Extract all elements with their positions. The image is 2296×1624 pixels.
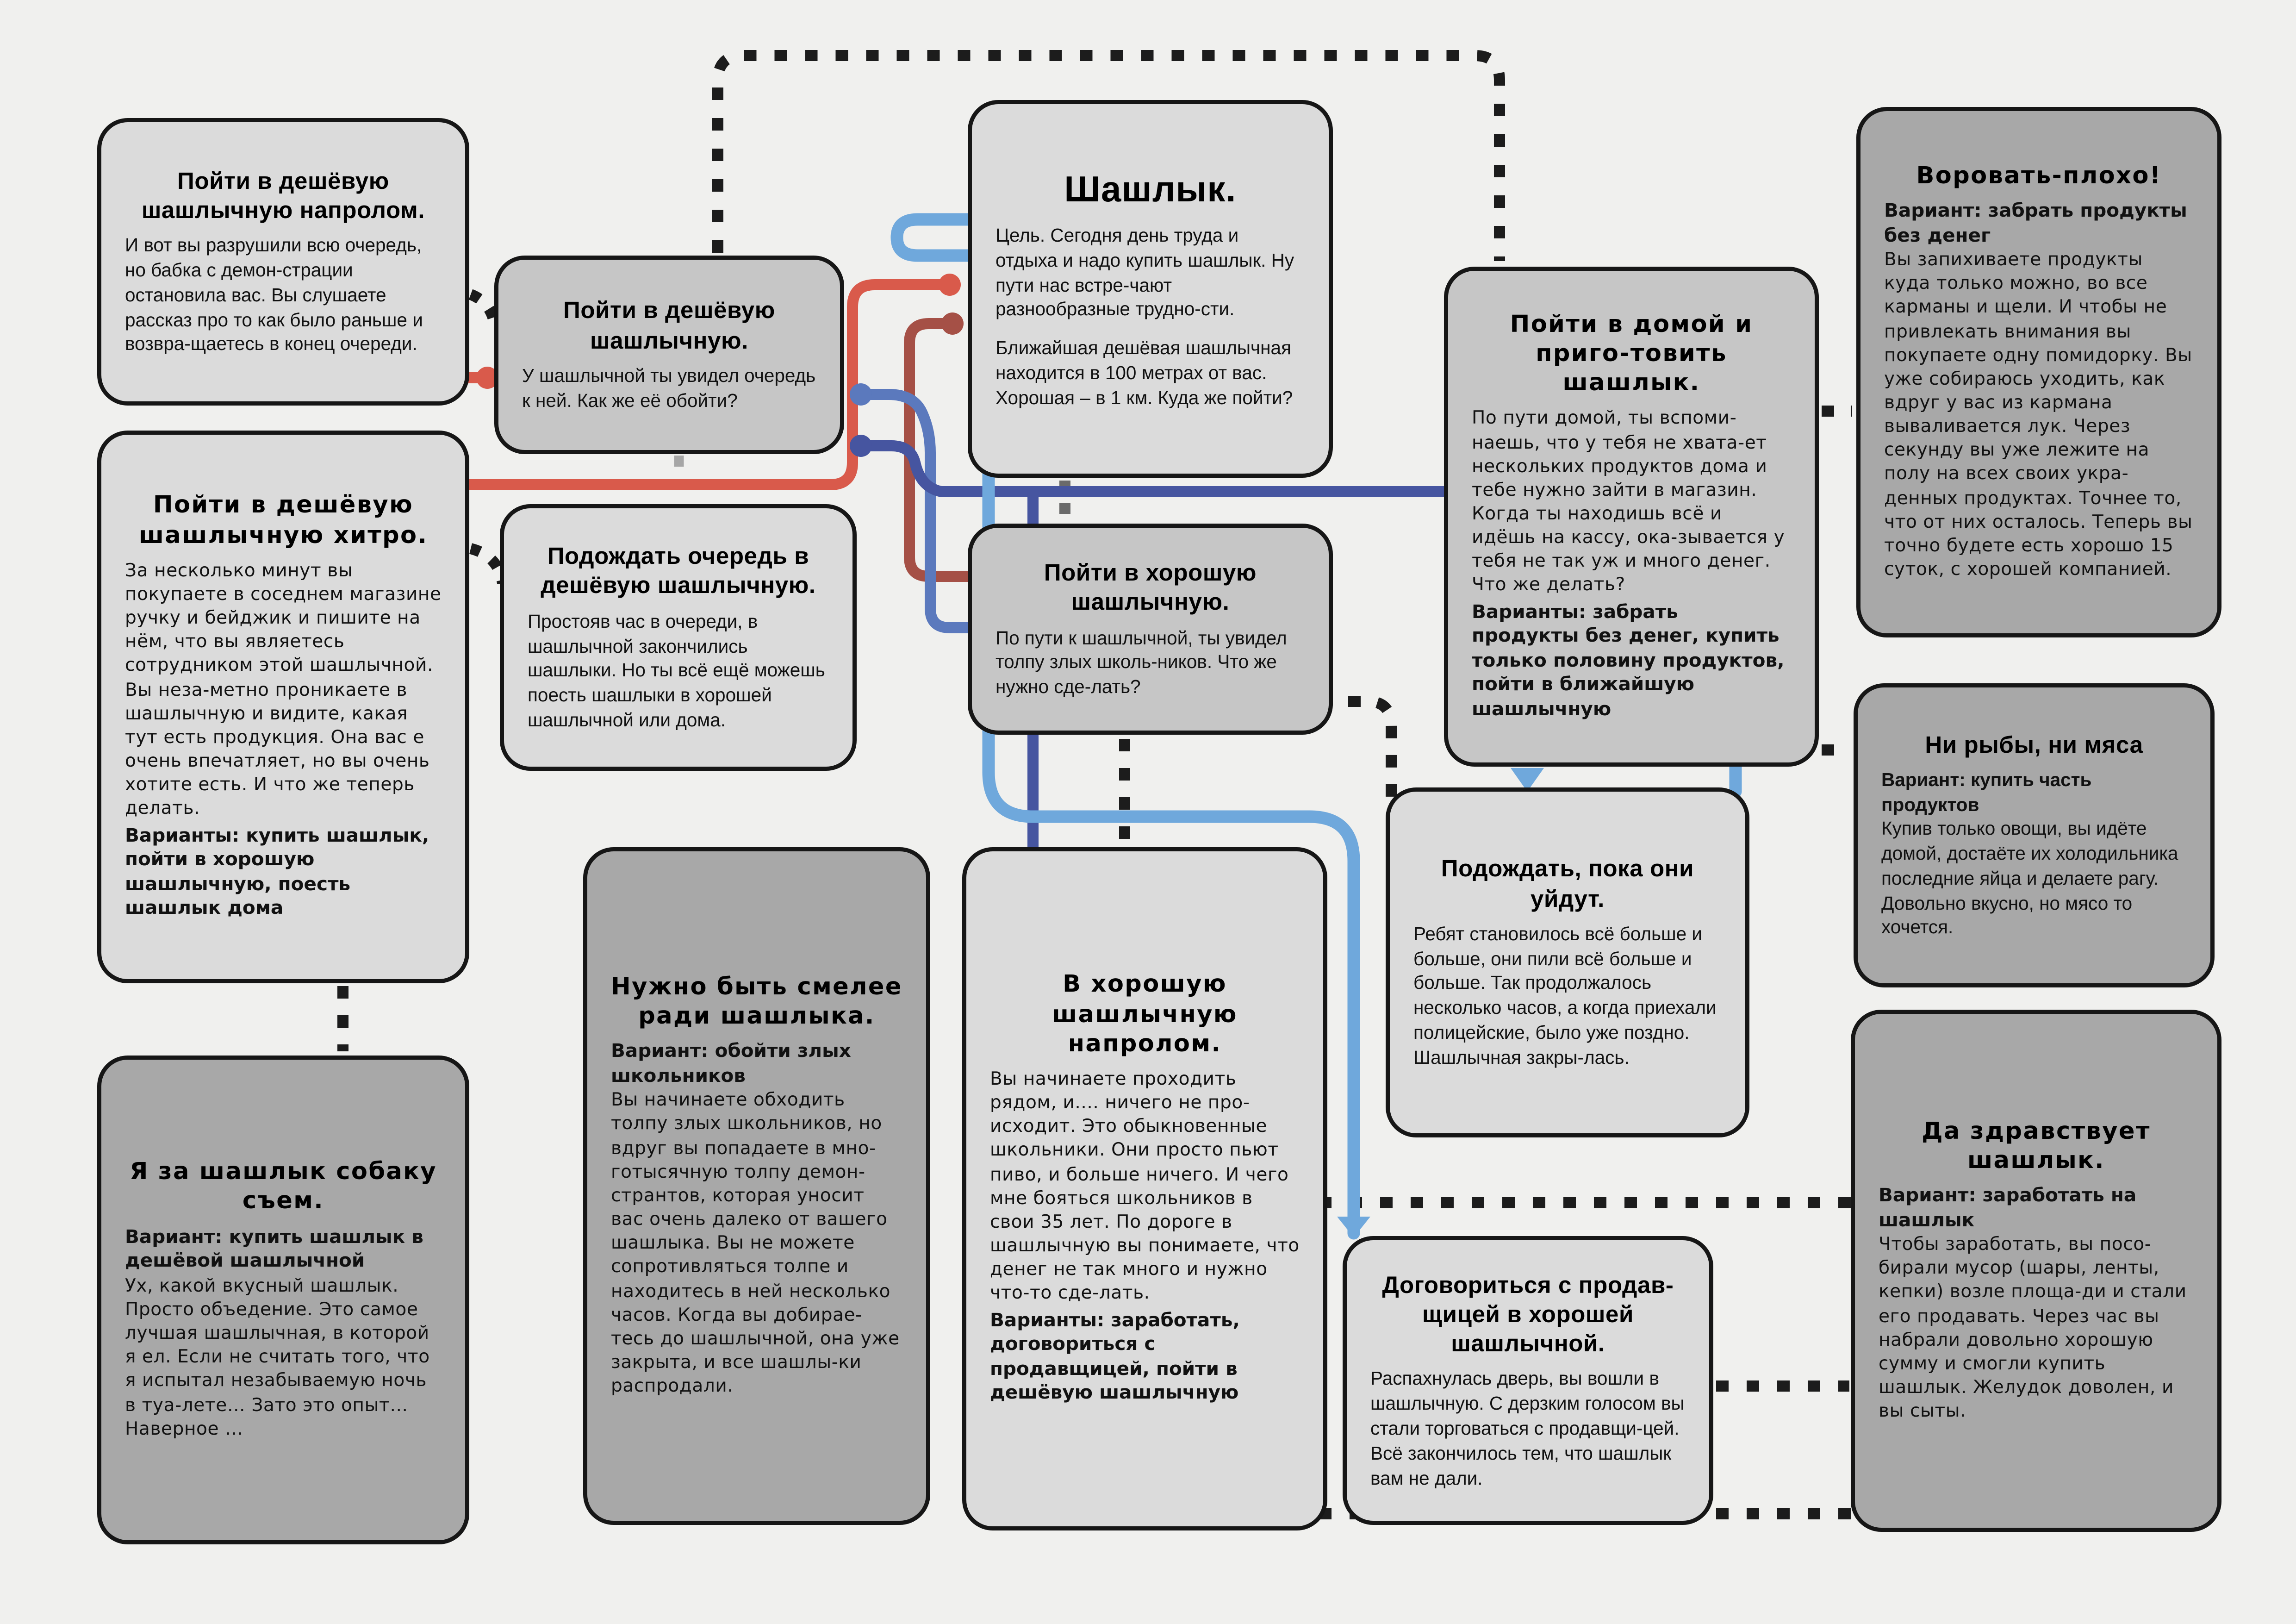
node-body: По пути домой, ты вспоми-наешь, что у тебя не хвата-ет нескольких продуктов дома и тебе нужно зайти в магазин. Когда ты находишь всё и идёшь на кассу, ока-зывается у тебя не так уж и много денег. Что же делать? <box>1472 409 1785 597</box>
node-variant: Вариант: купить часть продуктов <box>1881 769 2092 815</box>
node-title: Пойти в дешёвую шашлычную напролом. <box>141 168 425 224</box>
node-stealing-is-bad <box>1856 107 2221 637</box>
node-variant: Вариант: обойти злых школьников <box>611 1040 851 1087</box>
node-title: Подождать очередь в дешёвую шашлычную. <box>541 543 816 600</box>
node-be-braver <box>583 847 930 1525</box>
node-title: Нужно быть смелее ради шашлыка. <box>611 973 902 1031</box>
node-body: Вы начинаете обходить толпу злых школьников, но вдруг вы попадаете в мно-готысячную толпу демон-странтов, которая уносит вас очень далеко от вашего шашлыка. Вы не можете сопротивляться толпе и находитесь в ней несколько часов. Когда вы добирае-тесь до шашлычной, она уже закрыта, и все шашлы-ки распродали. <box>611 1090 900 1398</box>
maroon-terminal-f <box>941 312 964 335</box>
node-body: Вы начинаете проходить рядом, и.... ничего не про-исходит. Это обыкновенные школьники. Они просто пьют пиво, и больше ничего. И чего мне бояться школьников в свои 35 лет. По дороге в шашлычную вы понимаете, что денег не так много и нужно что-то сде-лать. <box>990 1069 1300 1305</box>
node-wait-queue <box>500 504 857 771</box>
node-main <box>968 100 1333 478</box>
node-title: Пойти в дешёвую шашлычную. <box>563 298 775 354</box>
node-long-live-shashlik <box>1851 1010 2221 1532</box>
node-wait-them-leave <box>1386 787 1749 1137</box>
node-title: Ни рыбы, ни мяса <box>1925 731 2143 758</box>
dotted-arc-a-d <box>471 294 496 331</box>
node-go-good <box>968 524 1333 735</box>
node-body: У шашлычной ты увидел очередь к ней. Как же её обойти? <box>522 365 816 411</box>
node-title: Я за шашлык собаку съем. <box>130 1158 437 1216</box>
node-variant: Вариант: заработать на шашлык <box>1879 1185 2137 1231</box>
node-cheap-clever <box>97 431 469 983</box>
navy-terminal-d <box>850 435 872 457</box>
node-dog-for-shashlik <box>97 1056 469 1544</box>
node-variant: Вариант: забрать продукты без денег <box>1884 200 2187 247</box>
node-variants: Варианты: заработать, договориться с продавщицей, пойти в дешёвую шашлычную <box>990 1309 1240 1405</box>
node-variants: Варианты: забрать продукты без денег, купить только половину продуктов, пойти в ближайшую шашлычную <box>1472 600 1785 721</box>
node-title: Воровать-плохо! <box>1916 162 2162 190</box>
node-body: Цель. Сегодня день труда и отдыха и надо купить шашлык. Ну пути нас встре-чают разнообразные трудно-сти. <box>996 225 1294 320</box>
node-variant: Вариант: купить шашлык в дешёвой шашлычной <box>125 1225 423 1273</box>
node-body: По пути к шашлычной, ты увидел толпу злых школь-ников. Что же нужно сде-лать? <box>996 627 1287 698</box>
dotted-arc-b-e <box>471 549 503 583</box>
node-title: Подождать, пока они уйдут. <box>1441 856 1694 912</box>
node-cheap-bruteforce <box>97 118 469 406</box>
node-title: Пойти в дешёвую шашлычную хитро. <box>138 492 428 550</box>
salmon-terminal-f <box>939 274 961 296</box>
lightblue-arc-f <box>897 219 972 256</box>
node-go-cheap <box>494 256 844 454</box>
node-title: Пойти в домой и приго-товить шашлык. <box>1510 310 1753 398</box>
node-title: Договориться с продав-щицей в хорошей шашлычной. <box>1382 1271 1674 1357</box>
node-body: Ребят становилось всё больше и больше, они пили всё больше и больше. Так продолжалось несколько часов, а когда приехали полицейские, было уже поздно. Шашлычная закры-лась. <box>1413 923 1717 1068</box>
node-body: За несколько минут вы покупаете в соседнем магазине ручку и бейджик и пишите на нём, что вы являетесь сотрудником этой шашлычной. Вы неза-метно проникаете в шашлычную и видите, какая тут есть продукция. Она вас е очень впечатляет, но вы очень хотите есть. И что же теперь делать. <box>125 561 442 820</box>
node-title: Шашлык. <box>1064 169 1237 211</box>
node-body: Простояв час в очереди, в шашлычной закончились шашлыки. Но ты всё ещё можешь поесть шашлыки в хорошей шашлычной или дома. <box>528 611 825 731</box>
node-variants: Варианты: купить шашлык, пойти в хорошую шашлычную, поесть шашлык дома <box>125 824 429 920</box>
node-go-home-cook <box>1444 267 1819 767</box>
node-title: Да здравствует шашлык. <box>1922 1117 2151 1175</box>
blue-terminal-d <box>850 383 872 406</box>
node-body: Распахнулась дверь, вы вошли в шашлычную. С дерзким голосом вы стали торговаться с продавщи-цей. Всё закончилось тем, что шашлык вам не дали. <box>1370 1368 1685 1488</box>
node-body2: Ближайшая дешёвая шашлычная находится в 100 метрах от вас. Хорошая – в 1 км. Куда же пойти? <box>996 337 1293 408</box>
node-body: Купив только овощи, вы идёте домой, достаёте их холодильника последние яйца и делаете рагу. Довольно вкусно, но мясо то хочется. <box>1881 818 2178 938</box>
node-body: Чтобы заработать, вы посо-бирали мусор (шары, ленты, кепки) возле площа-ди и стали его продавать. Через час вы набрали довольно хорошую сумму и смогли купить шашлык. Желудок доволен, и вы сыты. <box>1879 1235 2187 1423</box>
node-good-bruteforce <box>962 847 1327 1530</box>
lightblue-arrow-o <box>1337 1217 1370 1237</box>
node-title: Пойти в хорошую шашлычную. <box>1044 560 1257 616</box>
node-bargain-saleswoman <box>1343 1236 1713 1525</box>
node-body: И вот вы разрушили всю очередь, но бабка с демон-страции остановила вас. Вы слушаете рассказ про то как было раньше и возвра-щаетесь в конец очереди. <box>125 235 423 355</box>
node-title: В хорошую шашлычную напролом. <box>1052 971 1238 1058</box>
node-body: Вы запихиваете продукты куда только можно, во все карманы и щели. И чтобы не привлекать внимания вы покупаете одну помидорку. Вы уже собираюсь уходить, как вдруг у вас из кармана вываливается лук. Через секунду вы уже лежите на полу на всех своих укра-денных продуктах. Точнее то, что от них осталось. Теперь вы точно будете есть хорошо 15 суток, с хорошей компанией. <box>1884 250 2193 581</box>
node-neither-fish-nor-meat <box>1854 683 2215 987</box>
node-body: Ух, какой вкусный шашлык. Просто объедение. Это самое лучшая шашлычная, в которой я ел. Если не считать того, что я испытал незабываемую ночь в туа-лете… Зато это опыт… Наверное … <box>125 1276 430 1440</box>
